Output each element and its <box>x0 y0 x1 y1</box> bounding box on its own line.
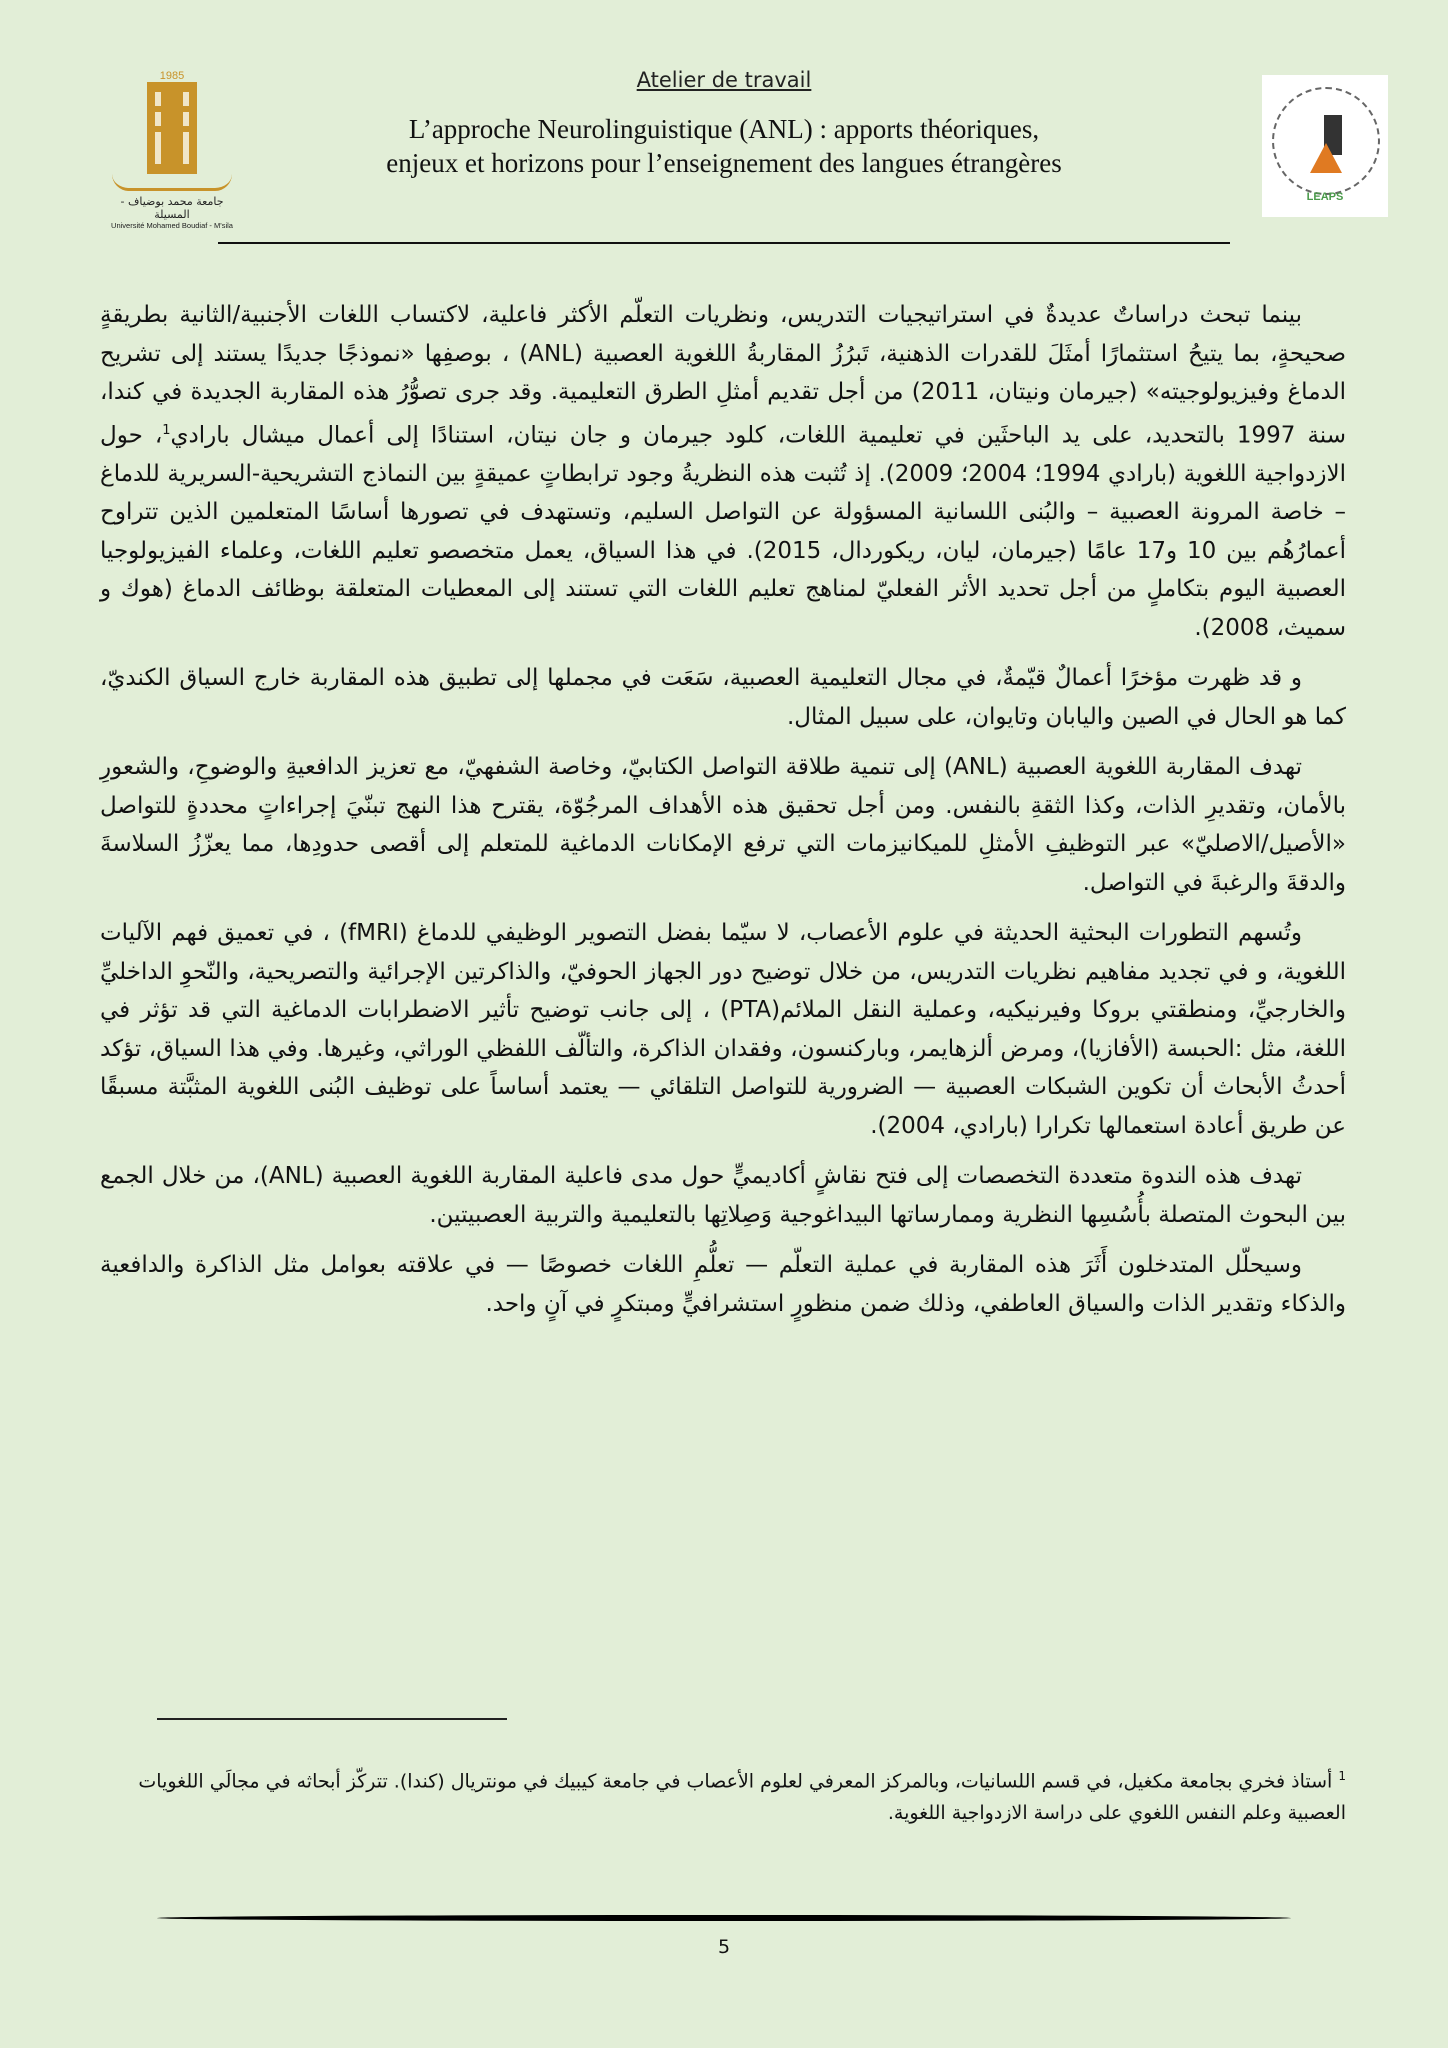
workshop-kicker-text: Atelier de travail <box>636 68 812 92</box>
paragraph: تهدف المقاربة اللغوية العصبية (ANL) إلى تنمية طلاقة التواصل الكتابيّ، وخاصة الشفهيّ، مع تعزيز الدافعيةِ والوضوحِ، والشعورِ بالأمان، وتقديرِ الذات، وكذا الثقةِ بالنفس. ومن أجل تحقيق هذه الأهداف المرجُوّة، يقترح هذا النهج تبنّيَ إجراءاتٍ محددةٍ للتواصل «الأصيل/الاصليّ» عبر التوظيفِ الأمثلِ للميكانيزمات التي ترفع الإمكانات الدماغية للمتعلم إلى أقصى حدودِها، مما يعزّزُ السلاسةَ والدقةَ والرغبةَ في التواصل. <box>100 754 1346 896</box>
page-number: 5 <box>717 1936 731 1958</box>
paragraph: وسيحلّل المتدخلون أَثَرَ هذه المقاربة في عملية التعلّم — تعلُّمِ اللغات خصوصًا — في علاقته بعوامل مثل الذاكرة والدافعية والذكاء وتقدير الذات والسياق العاطفي، وذلك ضمن منظورٍ استشرافيٍّ ومبتكرٍ في آنٍ واحد. <box>100 1252 1346 1317</box>
footnote-number: 1 <box>1338 1769 1346 1783</box>
logo-name-french: Université Mohamed Boudiaf - M'sila <box>111 221 233 230</box>
document-body <box>100 296 1346 1335</box>
logo-name-arabic: جامعة محمد بوضياف - المسيلة <box>120 195 224 221</box>
footnote <box>130 1760 1346 1829</box>
leaps-lab-logo <box>1262 75 1388 217</box>
footnote-text: أستاذ فخري بجامعة مكغيل، في قسم اللسانيات، وبالمركز المعرفي لعلوم الأعصاب في جامعة كيبيك في مونتريال (كندا). تتركّز أبحاثه في مجالَي اللغويات العصبية وعلم النفس اللغوي على دراسة الازدواجية اللغوية. <box>138 1770 1346 1825</box>
paragraph-text: ، حول الازدواجية اللغوية (بارادي 1994؛ 2004؛ 2009). إذ تُثبت هذه النظريةُ وجود ترابطاتٍ عميقةٍ بين النماذج التشريحية-السريرية للدماغ – خاصة المرونة العصبية – والبُنى اللسانية المسؤولة عن التواصل السليم، وتستهدف في تصورها أساسًا المتعلمين الذين تتراوح أعمارُهُم بين 10 و17 عامًا (جيرمان، ليان، ريكوردال، 2015). في هذا السياق، يعمل متخصصو تعليم اللغات، وعلماء الفيزيولوجيا العصبية اليوم بتكاملٍ من أجل تحديد الأثر الفعليّ لمناهج تعليم اللغات التي تستند إلى المعطيات المتعلقة بوظائف الدماغ (هوك و سميث، 2008). <box>100 422 1347 641</box>
title-line-2: enjeux et horizons pour l’enseignement des langues étrangères <box>386 148 1062 178</box>
paragraph: و قد ظهرت مؤخرًا أعمالٌ قيّمةٌ، في مجال التعليمية العصبية، سَعَت في مجملها إلى تطبيق هذه المقاربة خارج السياق الكنديّ، كما هو الحال في الصين واليابان وتايوان، على سبيل المثال. <box>100 665 1346 730</box>
title-line-1: L’approche Neurolinguistique (ANL) : apports théoriques, <box>408 114 1040 144</box>
workshop-kicker <box>0 68 1448 92</box>
paragraph-text: بينما تبحث دراساتٌ عديدةٌ في استراتيجيات التدريس، ونظريات التعلّم الأكثر فاعلية، لاكتساب اللغات الأجنبية/الثانية بطريقةٍ صحيحةٍ، بما يتيحُ استثمارًا أمثَلَ للقدرات الذهنية، تَبرُزُ المقاربةُ اللغوية العصبية (ANL) ، بوصفِها «نموذجًا جديدًا يستند إلى تشريح الدماغ وفيزيولوجيته» (جيرمان ونيتان، 2011) من أجل تقديم أمثلِ الطرق التعليمية. وقد جرى تصوُّرُ هذه المقاربة الجديدة في كندا، سنة 1997 بالتحديد، على يد الباحثَين في تعليمية اللغات، كلود جيرمان و جان نيتان، استنادًا إلى أعمال ميشال بارادي <box>100 302 1347 449</box>
header-divider <box>218 242 1230 244</box>
document-title <box>0 112 1448 180</box>
paragraph: تهدف هذه الندوة متعددة التخصصات إلى فتح نقاشٍ أكاديميٍّ حول مدى فاعلية المقاربة اللغوية العصبية (ANL)، من خلال الجمع بين البحوث المتصلة بأُسُسِها النظرية وممارساتها البيداغوجية وَصِلاتِها بالتعليمية والتربية العصبيتين. <box>100 1163 1346 1228</box>
tent-icon <box>1310 143 1342 173</box>
footer-divider <box>157 1915 1291 1921</box>
footnote-reference[interactable]: 1 <box>162 422 171 438</box>
paragraph: وتُسهم التطورات البحثية الحديثة في علوم الأعصاب، لا سيّما بفضل التصوير الوظيفي للدماغ (fMRI) ، في تعميق فهم الآليات اللغوية، و في تجديد مفاهيم نظريات التدريس، من خلال توضيح دور الجهاز الحوفيّ، والذاكرتين الإجرائية والتصريحية، والنّحوِ الداخليِّ والخارجيِّ، ومنطقتي بروكا وفيرنيكيه، وعملية النقل الملائم(PTA) ، إلى جانب توضيح تأثير الاضطرابات الدماغية التي قد تؤثر في اللغة، مثل :الحبسة (الأفازيا)، ومرض ألزهايمر، وباركنسون، وفقدان الذاكرة، والتألّف اللفظي الوراثي، وغيرها. وفي هذا السياق، تؤكد أحدثُ الأبحاث أن تكوين الشبكات العصبية — الضرورية للتواصل التلقائي — يعتمد أساساً على توظيف البُنى اللغوية المثبَّتة مسبقًا عن طريق أعادة استعمالها تكرارا (بارادي، 2004). <box>100 920 1346 1139</box>
paragraph <box>100 296 1346 647</box>
leaps-label: LEAPS <box>1306 191 1344 203</box>
page-header <box>0 0 1448 260</box>
logo-year: 1985 <box>159 70 185 82</box>
footnote-separator <box>157 1718 507 1720</box>
